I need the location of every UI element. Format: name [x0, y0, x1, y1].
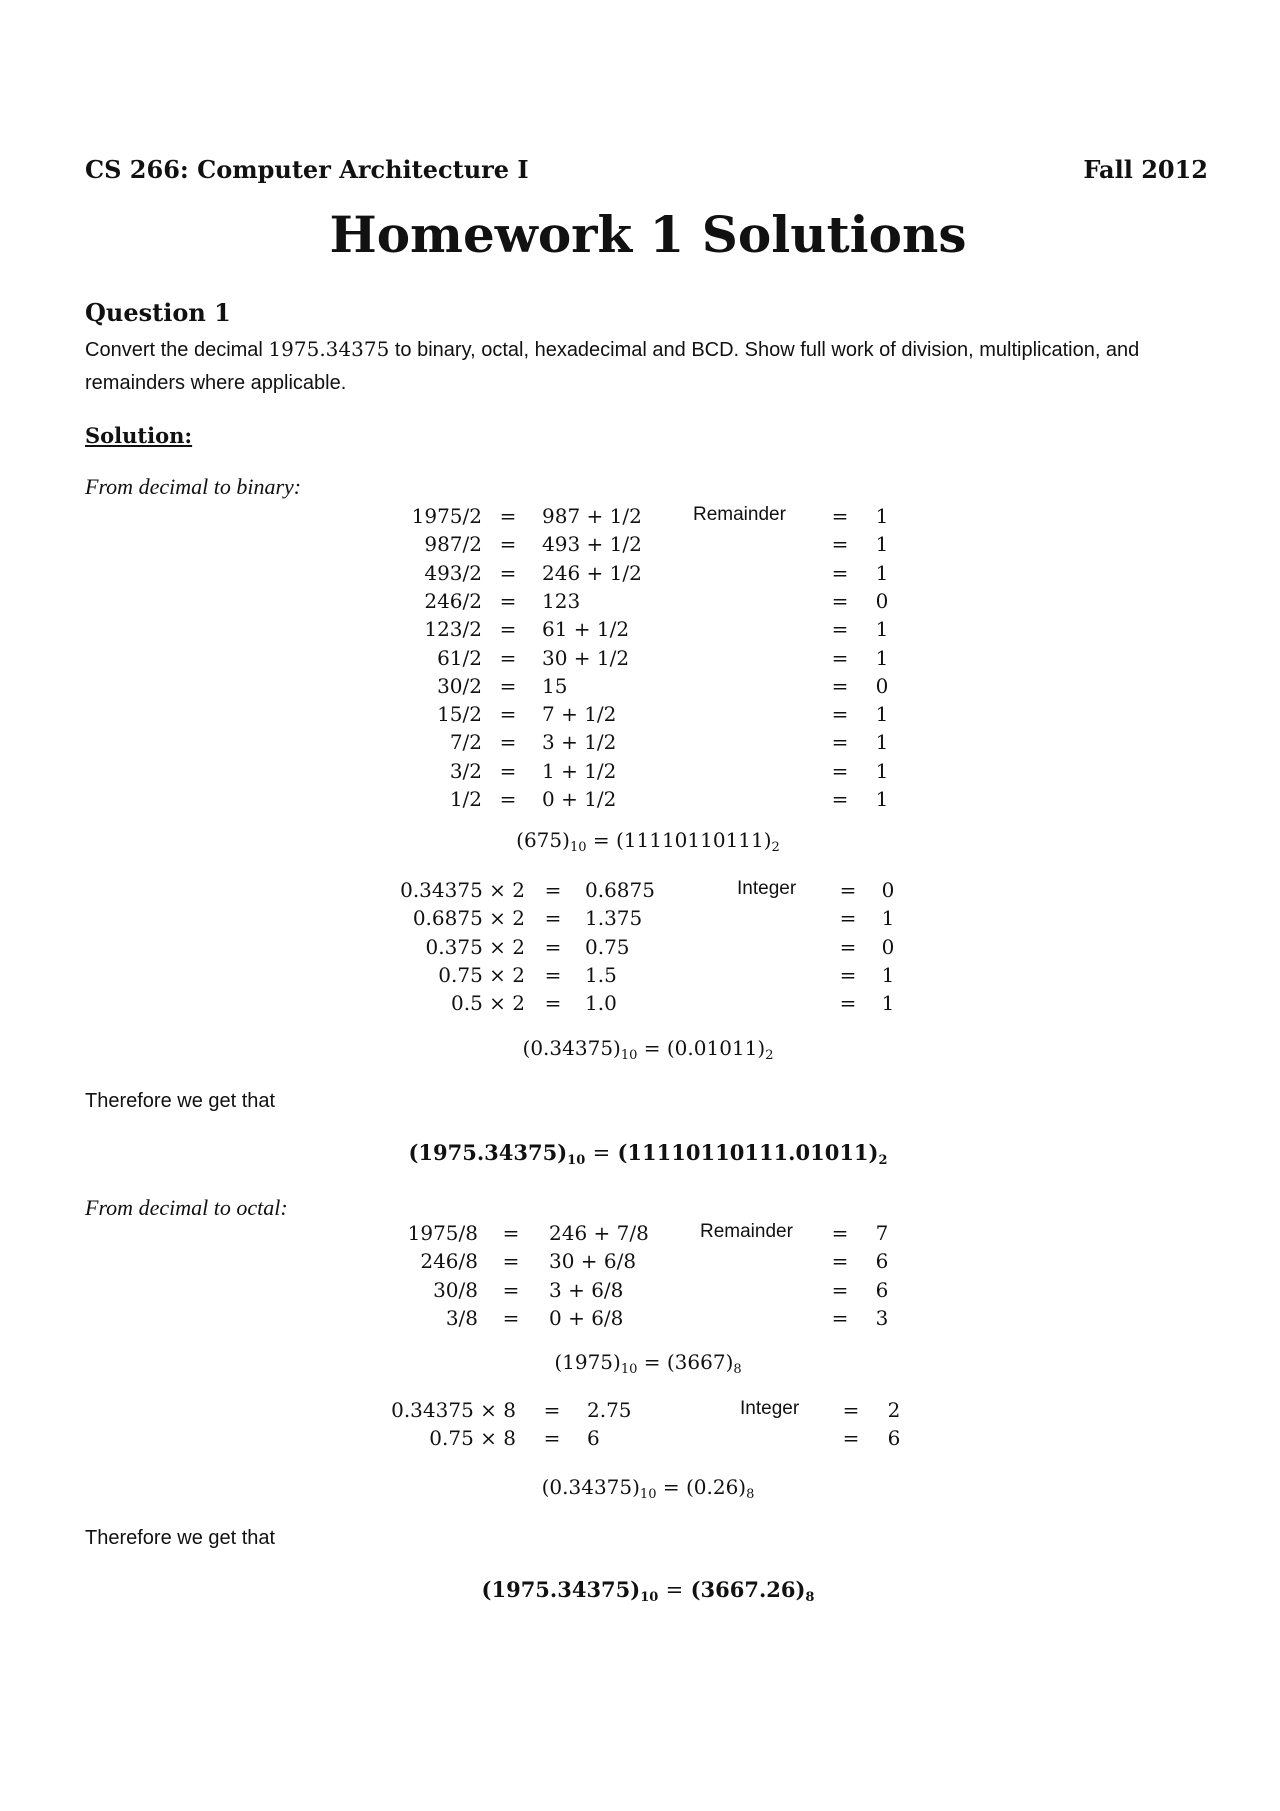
octal-heading: From decimal to octal:: [85, 1195, 288, 1220]
term-label: Fall 2012: [1083, 155, 1208, 184]
calc-rhs: 30 + 1/2: [542, 645, 630, 670]
binary-int-result-lhs-sub: 10: [569, 840, 587, 855]
calc-digit: 0: [881, 878, 895, 902]
calc-lhs: 0.34375 × 8: [391, 1398, 516, 1422]
equals-sign: =: [544, 962, 562, 987]
octal-frac-result-lhs-sub: 10: [639, 1487, 657, 1502]
calc-digit: 7: [875, 1221, 889, 1245]
calc-rhs: 3 + 1/2: [542, 730, 617, 755]
calc-rhs: 2.75: [587, 1398, 632, 1422]
course-title: CS 266: Computer Architecture I: [85, 155, 529, 184]
calc-lhs: 0.5 × 2: [450, 991, 525, 1016]
calc-lhs: 1975/8: [407, 1221, 478, 1245]
equals-sign: =: [831, 730, 849, 755]
calc-rhs: 493 + 1/2: [542, 532, 642, 557]
equals-sign: =: [499, 532, 517, 557]
binary-int-result-rhs-sub: 2: [771, 840, 780, 855]
calc-lhs: 246/8: [420, 1249, 478, 1274]
equals-sign: =: [665, 1578, 684, 1602]
equals-sign: =: [499, 730, 517, 755]
octal-final-lhs-sub: 10: [640, 1590, 659, 1605]
column-label: Integer: [740, 1398, 800, 1419]
binary-heading: From decimal to binary:: [85, 474, 302, 499]
calc-lhs: 246/2: [424, 588, 482, 613]
calc-rhs: 6: [587, 1426, 600, 1451]
equals-sign: =: [831, 787, 849, 811]
calc-lhs: 61/2: [437, 645, 482, 670]
calc-digit: 2: [887, 1398, 901, 1422]
calc-rhs: 1 + 1/2: [542, 758, 617, 783]
calc-lhs: 15/2: [437, 702, 482, 727]
question-text-before: Convert the decimal: [85, 339, 269, 361]
equals-sign: =: [839, 878, 857, 902]
equals-sign: =: [831, 758, 849, 783]
binary-int-result-lhs: (675): [516, 828, 570, 852]
page-title: Homework 1 Solutions: [329, 205, 967, 264]
equals-sign: =: [543, 1426, 561, 1451]
octal-frac-result-rhs-sub: 8: [746, 1487, 755, 1502]
equals-sign: =: [544, 934, 562, 959]
calc-lhs: 30/2: [437, 673, 482, 698]
equals-sign: =: [831, 1221, 849, 1245]
binary-frac-result: [0, 1036, 1280, 1063]
calc-digit: 1: [881, 991, 895, 1016]
binary-frac-result-lhs-sub: 10: [620, 1048, 638, 1063]
octal-final-rhs: (3667.26): [690, 1577, 806, 1602]
column-label: Remainder: [693, 504, 786, 525]
question-number: 1975.34375: [268, 337, 390, 361]
equals-sign: =: [842, 1426, 860, 1451]
binary-final-result: [0, 1140, 1280, 1168]
equals-sign: =: [502, 1305, 520, 1330]
calc-lhs: 0.34375 × 2: [400, 878, 525, 902]
octal-int-result-lhs-sub: 10: [620, 1362, 638, 1377]
calc-digit: 1: [881, 906, 895, 931]
equals-sign: =: [831, 673, 849, 698]
question-heading: Question 1: [85, 298, 231, 327]
calc-rhs: 0 + 1/2: [542, 787, 617, 811]
equals-sign: =: [839, 906, 857, 931]
calc-lhs: 0.375 × 2: [425, 934, 525, 959]
equals-sign: =: [831, 1249, 849, 1274]
calc-digit: 1: [875, 787, 889, 811]
octal-frac-result-rhs: (0.26): [685, 1475, 747, 1499]
calc-rhs: 61 + 1/2: [542, 617, 630, 642]
calc-rhs: 0 + 6/8: [549, 1305, 624, 1330]
calc-lhs: 0.75 × 8: [429, 1426, 516, 1451]
equals-sign: =: [502, 1221, 520, 1245]
equals-sign: =: [499, 588, 517, 613]
calc-digit: 6: [875, 1277, 889, 1302]
octal-frac-result: [0, 1475, 1280, 1502]
calc-rhs: 0.75: [585, 934, 630, 959]
calc-digit: 1: [875, 560, 889, 585]
octal-therefore: Therefore we get that: [85, 1527, 276, 1549]
equals-sign: =: [499, 645, 517, 670]
equals-sign: =: [831, 1277, 849, 1302]
binary-frac-result-lhs: (0.34375): [522, 1036, 621, 1060]
equals-sign: =: [839, 962, 857, 987]
equals-sign: =: [499, 673, 517, 698]
octal-int-result: [0, 1350, 1280, 1377]
calc-digit: 0: [881, 934, 895, 959]
binary-therefore: Therefore we get that: [85, 1090, 276, 1112]
calc-digit: 1: [875, 532, 889, 557]
equals-sign: =: [643, 1350, 661, 1374]
equals-sign: =: [499, 758, 517, 783]
calc-digit: 6: [875, 1249, 889, 1274]
calc-lhs: 987/2: [424, 532, 482, 557]
calc-lhs: 1/2: [449, 787, 482, 811]
calc-lhs: 493/2: [424, 560, 482, 585]
octal-final-result: [0, 1577, 1280, 1605]
calc-digit: 0: [875, 673, 889, 698]
calc-lhs: 0.75 × 2: [438, 962, 525, 987]
calc-lhs: 7/2: [449, 730, 482, 755]
column-label: Remainder: [700, 1221, 793, 1242]
octal-final-rhs-sub: 8: [805, 1590, 815, 1605]
calc-rhs: 1.375: [585, 906, 643, 931]
equals-sign: =: [831, 645, 849, 670]
calc-rhs: 246 + 7/8: [549, 1221, 649, 1245]
calc-digit: 1: [875, 645, 889, 670]
octal-frac-result-lhs: (0.34375): [541, 1475, 640, 1499]
calc-lhs: 3/2: [449, 758, 482, 783]
equals-sign: =: [502, 1249, 520, 1274]
equals-sign: =: [643, 1036, 661, 1060]
calc-digit: 1: [875, 702, 889, 727]
question-text-after: to binary, octal, hexadecimal and BCD. Show full work of division, multiplication, and: [389, 339, 1140, 361]
equals-sign: =: [544, 878, 562, 902]
equals-sign: =: [831, 1305, 849, 1330]
calc-lhs: 123/2: [424, 617, 482, 642]
binary-frac-result-rhs-sub: 2: [765, 1048, 774, 1063]
question-text-line2: remainders where applicable.: [85, 372, 347, 394]
equals-sign: =: [831, 617, 849, 642]
octal-final-lhs: (1975.34375): [481, 1577, 641, 1602]
equals-sign: =: [831, 702, 849, 727]
equals-sign: =: [662, 1475, 680, 1499]
equals-sign: =: [543, 1398, 561, 1422]
calc-lhs: 0.6875 × 2: [412, 906, 525, 931]
equals-sign: =: [502, 1277, 520, 1302]
equals-sign: =: [499, 504, 517, 528]
calc-digit: 0: [875, 588, 889, 613]
calc-rhs: 7 + 1/2: [542, 702, 617, 727]
calc-rhs: 1.0: [585, 991, 617, 1016]
binary-final-rhs-sub: 2: [878, 1153, 888, 1168]
calc-digit: 1: [881, 962, 895, 987]
equals-sign: =: [831, 588, 849, 613]
equals-sign: =: [499, 617, 517, 642]
equals-sign: =: [839, 934, 857, 959]
calc-lhs: 3/8: [445, 1305, 478, 1330]
octal-int-result-lhs: (1975): [554, 1350, 621, 1374]
equals-sign: =: [544, 906, 562, 931]
octal-int-result-rhs-sub: 8: [733, 1362, 742, 1377]
equals-sign: =: [831, 560, 849, 585]
equals-sign: =: [592, 1141, 611, 1165]
calc-digit: 1: [875, 758, 889, 783]
equals-sign: =: [592, 828, 610, 852]
calc-digit: 3: [875, 1305, 889, 1330]
calc-digit: 1: [875, 730, 889, 755]
calc-rhs: 0.6875: [585, 878, 655, 902]
binary-int-result: [0, 828, 1280, 855]
calc-rhs: 246 + 1/2: [542, 560, 642, 585]
column-label: Integer: [737, 878, 797, 899]
equals-sign: =: [842, 1398, 860, 1422]
question-text: [85, 337, 1139, 362]
binary-final-lhs: (1975.34375): [408, 1140, 568, 1165]
calc-lhs: 30/8: [433, 1277, 478, 1302]
equals-sign: =: [499, 787, 517, 811]
calc-rhs: 987 + 1/2: [542, 504, 642, 528]
calc-digit: 1: [875, 504, 889, 528]
equals-sign: =: [839, 991, 857, 1016]
calc-rhs: 3 + 6/8: [549, 1277, 624, 1302]
octal-int-result-rhs: (3667): [666, 1350, 734, 1374]
calc-digit: 1: [875, 617, 889, 642]
equals-sign: =: [499, 702, 517, 727]
calc-rhs: 15: [542, 673, 568, 698]
binary-final-lhs-sub: 10: [567, 1153, 586, 1168]
equals-sign: =: [831, 504, 849, 528]
calc-rhs: 30 + 6/8: [549, 1249, 637, 1274]
equals-sign: =: [831, 532, 849, 557]
calc-rhs: 123: [542, 588, 581, 613]
binary-final-rhs: (11110110111.01011): [617, 1140, 879, 1165]
equals-sign: =: [499, 560, 517, 585]
equals-sign: =: [544, 991, 562, 1016]
calc-rhs: 1.5: [585, 962, 617, 987]
calc-digit: 6: [887, 1426, 901, 1451]
solution-label: Solution:: [85, 423, 193, 448]
binary-int-result-rhs: (11110110111): [615, 828, 772, 852]
calc-lhs: 1975/2: [411, 504, 482, 528]
binary-frac-result-rhs: (0.01011): [666, 1036, 766, 1060]
